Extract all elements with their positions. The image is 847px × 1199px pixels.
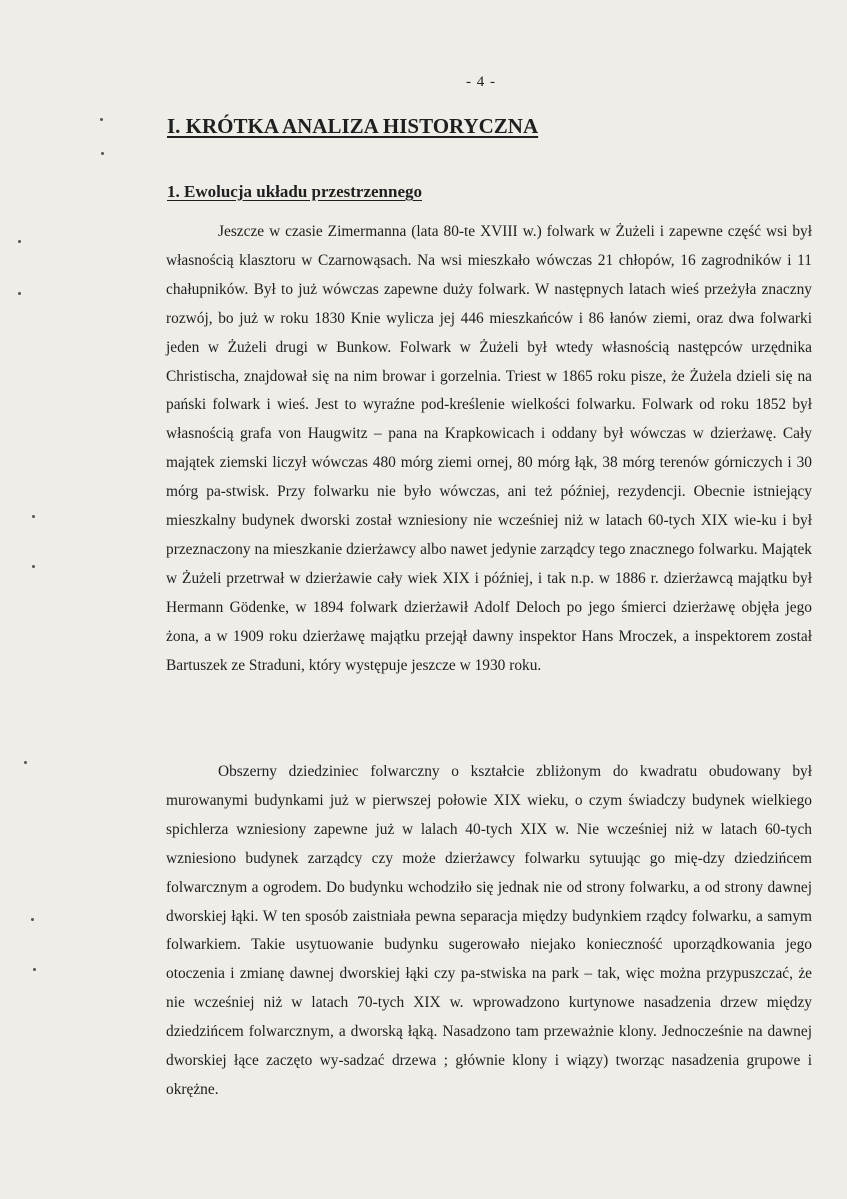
scan-speck [18, 240, 21, 243]
chapter-heading: I. KRÓTKA ANALIZA HISTORYCZNA [167, 114, 539, 138]
scan-speck [18, 292, 21, 295]
page-number: - 4 - [466, 74, 496, 90]
scan-speck [31, 918, 34, 921]
body-paragraph-1: Jeszcze w czasie Zimermanna (lata 80-te XVIII w.) folwark w Żużeli i zapewne część wsi był własnością klasztoru w Czarnowąsach. Na wsi mieszkało wówczas 21 chłopów, 16 zagrodników i 11 chałupników. Był to już wówczas zapewne duży folwark. W następnych latach wieś przeżyła znaczny rozwój, bo już w roku 1830 Knie wylicza jej 446 mieszkańców i 86 łanów ziemi, oraz dwa folwarki jeden w Żużeli drugi w Bunkow. Folwark w Żużeli był wtedy własnością następców urzędnika Christischa, znajdował się na nim browar i gorzelnia. Triest w 1865 roku pisze, że Żużela dzieli się na pański folwark i wieś. Jest to wyraźne pod-kreślenie wielkości folwarku. Folwark od roku 1852 był własnością grafa von Haugwitz – pana na Krapkowicach i oddany był wówczas w dzierżawę. Cały majątek ziemski liczył wówczas 480 mórg ziemi ornej, 80 mórg łąk, 38 mórg terenów górniczych i 30 mórg pa-stwisk. Przy folwarku nie było wówczas, ani też później, rezydencji. Obecnie istniejący mieszkalny budynek dworski został wzniesiony nie wcześniej niż w latach 60-tych XIX wie-ku i był przeznaczony na mieszkanie dzierżawcy albo nawet jedynie zarządcy tego znacznego folwarku. Majątek w Żużeli przetrwał w dzierżawie cały wiek XIX i później, i tak n.p. w 1886 r. dzierżawcą majątku był Hermann Gödenke, w 1894 folwark dzierżawił Adolf Deloch po jego śmierci dzierżawę objęła jego żona, a w 1909 roku dzierżawę majątku przejął dawny inspektor Hans Mroczek, a inspektorem został Bartuszek ze Straduni, który występuje jeszcze w 1930 roku. [166, 223, 812, 674]
section-heading: 1. Ewolucja układu przestrzennego [167, 182, 422, 201]
scan-speck [33, 968, 36, 971]
body-paragraph-2: Obszerny dziedziniec folwarczny o kształcie zbliżonym do kwadratu obudowany był murowanymi budynkami już w pierwszej połowie XIX wieku, o czym świadczy budynek wielkiego spichlerza wzniesiony zapewne już w lalach 40-tych XIX w. Nie wcześniej niż w latach 60-tych wzniesiono budynek zarządcy czy może dzierżawcy folwarku sytuując go mię-dzy dziedzińcem folwarcznym a ogrodem. Do budynku wchodziło się jednak nie od strony folwarku, a od strony dawnej dworskiej łąki. W ten sposób zaistniała pewna separacja między budynkiem rządcy folwarku, a samym folwarkiem. Takie usytuowanie budynku sugerowało niejako konieczność uporządkowania jego otoczenia i zmianę dawnej dworskiej łąki czy pa-stwiska na park – tak, więc można przypuszczać, że nie wcześniej niż w latach 70-tych XIX w. wprowadzono kurtynowe nasadzenia drzew między dziedzińcem folwarcznym, a dworską łąką. Nasadzono tam przeważnie klony. Jednocześnie na dawnej dworskiej łące zaczęto wy-sadzać drzewa ; głównie klony i wiązy) tworząc nasadzenia grupowe i okrężne. [166, 763, 812, 1098]
scan-speck [32, 515, 35, 518]
scan-speck [24, 761, 27, 764]
scan-speck [101, 152, 104, 155]
scan-speck [100, 118, 103, 121]
scan-speck [32, 565, 35, 568]
